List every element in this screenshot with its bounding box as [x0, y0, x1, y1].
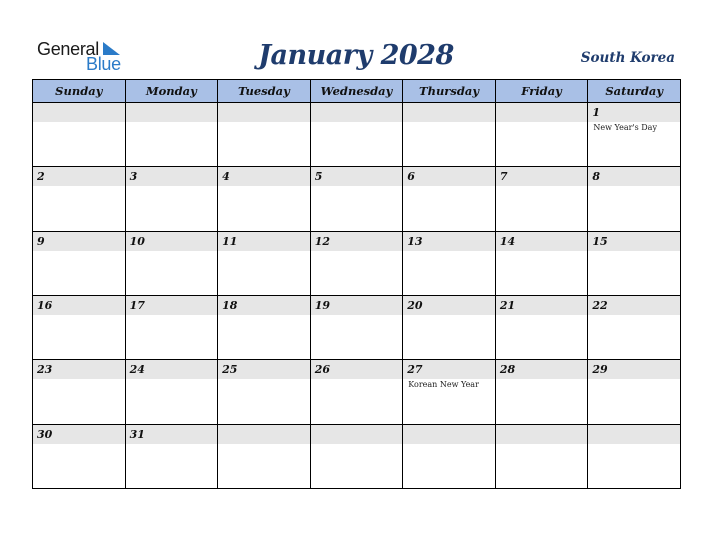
calendar-day-cell	[495, 360, 588, 424]
day-number: 9	[33, 232, 125, 251]
weekday-header: Friday	[495, 80, 588, 103]
calendar-day-cell	[310, 167, 403, 231]
weekday-header: Tuesday	[218, 80, 311, 103]
weekday-header: Saturday	[588, 80, 681, 103]
holiday-label: New Year's Day	[593, 123, 657, 132]
day-number	[403, 425, 495, 444]
calendar-day-cell	[33, 167, 126, 231]
calendar-day-cell	[588, 167, 681, 231]
day-number: 19	[311, 296, 403, 315]
day-number	[403, 103, 495, 122]
day-number	[218, 103, 310, 122]
calendar-week-row	[33, 167, 681, 231]
calendar-day-cell	[403, 360, 496, 424]
calendar-day-cell	[218, 103, 311, 167]
calendar-day-cell	[218, 424, 311, 488]
day-number	[496, 425, 588, 444]
calendar-day-cell	[33, 424, 126, 488]
day-number: 29	[588, 360, 680, 379]
weekday-header: Monday	[125, 80, 218, 103]
day-number: 2	[33, 167, 125, 186]
calendar-day-cell	[495, 103, 588, 167]
day-number	[311, 425, 403, 444]
day-number: 14	[496, 232, 588, 251]
day-number: 28	[496, 360, 588, 379]
calendar-day-cell	[33, 295, 126, 359]
calendar-day-cell	[403, 424, 496, 488]
calendar-day-cell	[495, 231, 588, 295]
weekday-header: Sunday	[33, 80, 126, 103]
day-number: 4	[218, 167, 310, 186]
country-label: South Korea	[580, 50, 675, 66]
calendar-day-cell	[310, 360, 403, 424]
day-number: 11	[218, 232, 310, 251]
weekday-header-row	[33, 80, 681, 103]
day-number: 6	[403, 167, 495, 186]
calendar-day-cell	[33, 360, 126, 424]
day-number	[588, 425, 680, 444]
page-title: January 2028	[258, 40, 454, 71]
calendar-week-row	[33, 360, 681, 424]
calendar-day-cell	[125, 103, 218, 167]
calendar-day-cell	[125, 231, 218, 295]
calendar-day-cell	[495, 167, 588, 231]
calendar-body	[33, 103, 681, 489]
day-number: 12	[311, 232, 403, 251]
day-number	[311, 103, 403, 122]
calendar-week-row	[33, 295, 681, 359]
calendar-day-cell	[588, 231, 681, 295]
day-number: 22	[588, 296, 680, 315]
day-number: 25	[218, 360, 310, 379]
day-number: 23	[33, 360, 125, 379]
weekday-header: Wednesday	[310, 80, 403, 103]
day-number: 1	[588, 103, 680, 122]
day-number	[33, 103, 125, 122]
calendar-day-cell	[310, 424, 403, 488]
calendar-grid	[32, 79, 681, 489]
day-number	[126, 103, 218, 122]
day-number	[218, 425, 310, 444]
calendar-day-cell	[125, 360, 218, 424]
day-number: 3	[126, 167, 218, 186]
calendar-day-cell	[33, 231, 126, 295]
day-number: 15	[588, 232, 680, 251]
day-number: 18	[218, 296, 310, 315]
calendar-day-cell	[310, 103, 403, 167]
day-number: 31	[126, 425, 218, 444]
day-number: 8	[588, 167, 680, 186]
calendar-day-cell	[495, 295, 588, 359]
calendar-day-cell	[403, 295, 496, 359]
calendar-day-cell	[218, 360, 311, 424]
day-number: 7	[496, 167, 588, 186]
holiday-label: Korean New Year	[408, 380, 479, 390]
calendar-day-cell	[218, 231, 311, 295]
calendar-day-cell	[125, 424, 218, 488]
day-number: 13	[403, 232, 495, 251]
day-number: 5	[311, 167, 403, 186]
calendar-day-cell	[403, 103, 496, 167]
calendar-day-cell	[33, 103, 126, 167]
calendar-day-cell	[403, 167, 496, 231]
calendar-day-cell	[588, 295, 681, 359]
brand-name-general: General	[37, 39, 99, 59]
calendar-day-cell	[218, 167, 311, 231]
day-number: 20	[403, 296, 495, 315]
day-number: 21	[496, 296, 588, 315]
day-number: 30	[33, 425, 125, 444]
calendar-day-cell	[218, 295, 311, 359]
calendar-day-cell	[588, 360, 681, 424]
day-number: 16	[33, 296, 125, 315]
day-number: 10	[126, 232, 218, 251]
calendar-day-cell	[495, 424, 588, 488]
day-number: 24	[126, 360, 218, 379]
calendar-week-row	[33, 424, 681, 488]
day-number: 17	[126, 296, 218, 315]
calendar-week-row	[33, 231, 681, 295]
calendar-day-cell	[125, 295, 218, 359]
brand-name-blue: Blue	[86, 54, 121, 74]
calendar-week-row	[33, 103, 681, 167]
calendar-day-cell	[125, 167, 218, 231]
calendar-day-cell	[310, 295, 403, 359]
calendar-day-cell	[588, 103, 681, 167]
calendar-day-cell	[310, 231, 403, 295]
day-number: 27	[403, 360, 495, 379]
day-number	[496, 103, 588, 122]
day-number: 26	[311, 360, 403, 379]
calendar-day-cell	[403, 231, 496, 295]
calendar-day-cell	[588, 424, 681, 488]
weekday-header: Thursday	[403, 80, 496, 103]
